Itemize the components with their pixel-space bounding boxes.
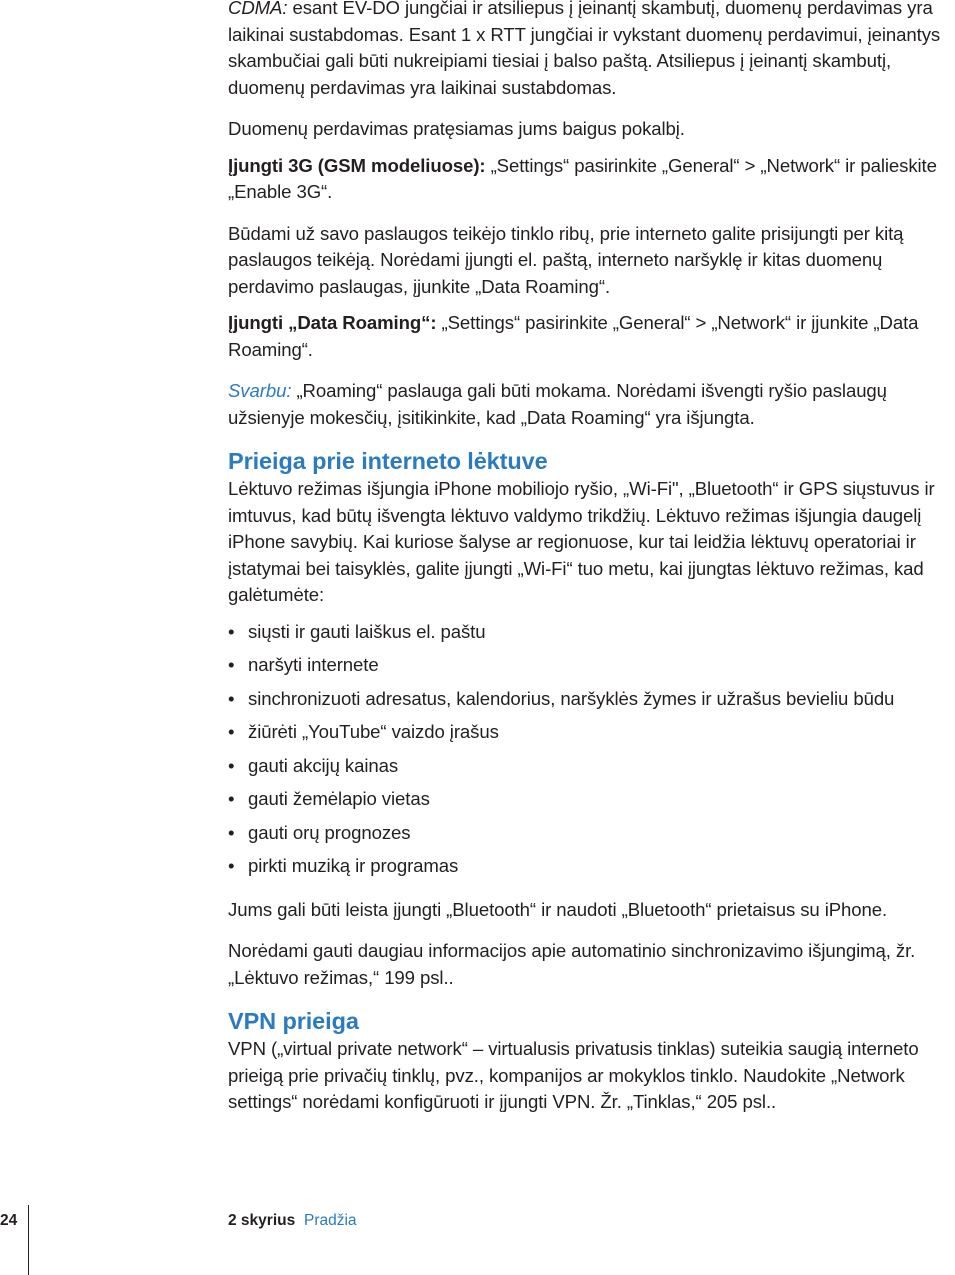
list-item xyxy=(228,853,955,887)
bullet-icon: • xyxy=(228,754,235,776)
list-item xyxy=(228,652,955,686)
airplane-features-list xyxy=(228,619,955,887)
list-item xyxy=(228,619,955,653)
list-item-text: pirkti muziką ir programas xyxy=(248,855,459,876)
list-item-text: gauti žemėlapio vietas xyxy=(248,788,430,809)
enable-3g-text: „Settings“ pasirinkite „General“ > „Network“ ir palieskite „Enable 3G“. xyxy=(228,154,937,202)
data-resume-paragraph: Duomenų perdavimas pratęsiamas jums baigus pokalbį. xyxy=(228,118,685,139)
auto-sync-paragraph: Norėdami gauti daugiau informacijos apie automatinio sinchronizavimo išjungimą, žr. „Lėktuvo režimas,“ 199 psl.. xyxy=(228,940,916,988)
page-content xyxy=(228,0,955,1116)
cdma-paragraph xyxy=(228,0,955,101)
list-item-text: gauti akcijų kainas xyxy=(248,754,399,776)
list-item xyxy=(228,820,955,854)
list-item xyxy=(228,686,955,720)
footer-divider xyxy=(28,1205,29,1275)
list-item-text: gauti orų prognozes xyxy=(248,821,411,843)
chapter-label: 2 skyrius xyxy=(228,1212,296,1229)
airplane-intro-paragraph: Lėktuvo režimas išjungia iPhone mobiliojo ryšio, „Wi-Fi", „Bluetooth“ ir GPS siųstuvus ir imtuvus, kad būtų išvengta lėktuvo valdymo trikdžių. Lėktuvo režimas išjungia daugelį iPhone savybių. Kai kuriose šalyse ar regionuose, kur tai leidžia lėktuvų operatoriai ir įstatymai bei taisyklės, galite įjungti „Wi-Fi“ tuo metu, kai įjungtas lėktuvo režimas, kad galėtumėte: xyxy=(228,478,935,605)
bullet-icon: • xyxy=(228,788,235,809)
bullet-icon: • xyxy=(228,855,235,876)
vpn-section-heading: VPN prieiga xyxy=(228,1008,359,1034)
data-roaming-text: „Settings“ pasirinkite „General“ > „Network“ ir įjunkite „Data Roaming“. xyxy=(228,312,919,360)
data-roaming-paragraph xyxy=(228,310,955,363)
list-item-text: siųsti ir gauti laiškus el. paštu xyxy=(248,620,486,642)
important-note-paragraph xyxy=(228,378,955,431)
cdma-label: CDMA: xyxy=(228,0,288,18)
list-item xyxy=(228,786,955,820)
bluetooth-paragraph: Jums gali būti leista įjungti „Bluetooth“ ir naudoti „Bluetooth“ prietaisus su iPhone. xyxy=(228,898,888,920)
list-item-text: naršyti internete xyxy=(248,654,379,675)
chapter-name: Pradžia xyxy=(304,1212,357,1229)
bullet-icon: • xyxy=(228,821,235,843)
list-item xyxy=(228,753,955,787)
list-item-text: sinchronizuoti adresatus, kalendorius, naršyklės žymes ir užrašus bevieliu būdu xyxy=(248,687,895,709)
page-footer xyxy=(0,1205,955,1275)
airplane-section-heading: Prieiga prie interneto lėktuve xyxy=(228,448,548,474)
cdma-text: esant EV-DO jungčiai ir atsiliepus į įeinantį skambutį, duomenų perdavimas yra laikinai sustabdomas. Esant 1 x RTT jungčiai ir vykstant duomenų perdavimui, įeinantys skambučiai gali būti nukreipiami tiesiai į balso paštą. Atsiliepus į įeinantį skambutį, duomenų perdavimas yra laikinai sustabdomas. xyxy=(228,0,941,98)
roaming-info-paragraph: Būdami už savo paslaugos teikėjo tinklo ribų, prie interneto galite prisijungti per kitą paslaugos teikėją. Norėdami įjungti el. paštą, interneto naršyklę ir kitas duomenų perdavimo paslaugas, įjunkite „Data Roaming“. xyxy=(228,222,904,297)
important-text: „Roaming“ paslauga gali būti mokama. Norėdami išvengti ryšio paslaugų užsienyje mokesčių, įsitikinkite, kad „Data Roaming“ yra išjungta. xyxy=(228,380,887,428)
bullet-icon: • xyxy=(228,687,235,709)
bullet-icon: • xyxy=(228,620,235,642)
list-item-text: žiūrėti „YouTube“ vaizdo įrašus xyxy=(248,721,499,742)
page-number: 24 xyxy=(0,1212,18,1229)
bullet-icon: • xyxy=(228,721,235,742)
vpn-paragraph: VPN („virtual private network“ – virtualusis privatusis tinklas) suteikia saugią interneto prieigą prie privačių tinklų, pvz., kompanijos ar mokyklos tinklo. Naudokite „Network settings“ norėdami konfigūruoti ir įjungti VPN. Žr. „Tinklas,“ 205 psl.. xyxy=(228,1038,919,1112)
important-label: Svarbu: xyxy=(228,380,292,401)
data-roaming-label: Įjungti „Data Roaming“: xyxy=(228,312,437,333)
enable-3g-label: Įjungti 3G (GSM modeliuose): xyxy=(228,154,486,176)
enable-3g-paragraph xyxy=(228,153,955,206)
list-item xyxy=(228,719,955,753)
bullet-icon: • xyxy=(228,654,235,675)
